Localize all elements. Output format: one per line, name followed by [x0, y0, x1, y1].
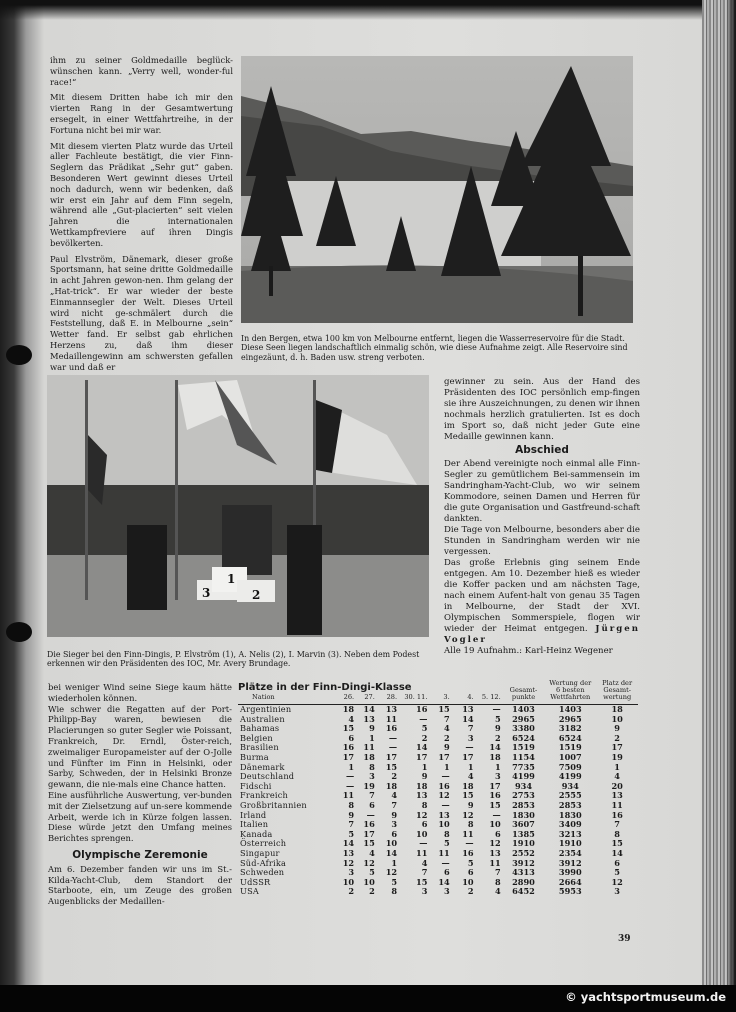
paragraph: Der Abend vereinigte noch einmal alle Finn-Segler zu gemütlichem Bei-sammensein im Sandringham-Yacht-Club, wo wir seinem Kommodore, seinen Damen und Herren für die gute Organisation und Gastfreund-schaft dankten.: [444, 459, 640, 524]
value-cell: 14: [385, 847, 398, 858]
value-cell: 5: [391, 876, 398, 887]
value-cell: 11: [438, 847, 450, 858]
value-cell: 15: [489, 799, 501, 810]
author-byline: Jürgen Vogler: [444, 624, 640, 645]
value-cell: 2354: [558, 847, 582, 858]
value-cell: 2853: [558, 799, 582, 810]
value-cell: 15: [416, 876, 428, 887]
value-cell: 9: [467, 799, 474, 810]
value-cell: 1910: [512, 838, 535, 849]
podium-first: 1: [227, 572, 236, 586]
footer-bar: [0, 985, 736, 1012]
results-table-body: [238, 705, 638, 897]
value-cell: 5: [421, 723, 428, 734]
value-cell: 3607: [512, 819, 535, 830]
podium-second: 2: [252, 588, 261, 602]
value-cell: —: [419, 713, 428, 724]
value-cell: 6: [369, 799, 375, 810]
left-column-top: [50, 55, 233, 377]
value-cell: 18: [489, 751, 501, 762]
value-cell: 3182: [558, 723, 582, 734]
value-cell: 2890: [512, 876, 535, 887]
value-cell: 15: [611, 838, 623, 849]
nation-cell: Burma: [240, 751, 269, 762]
value-cell: 934: [561, 780, 579, 791]
paragraph: Wie schwer die Regatten auf der Port-Philipp-Bay waren, bewiesen die Placierungen so guter Segler wie Poissant, Frankreich, Dr. Erndl, Öster-reich, zweimaliger Europameister auf der O-Jolle und Fünfter im Finn in Helsinki, oder Sarby, Schweden, der in Helsinki Bronze gewann, die nie-mals eine Chance hatten.: [48, 703, 232, 790]
value-cell: 14: [438, 876, 450, 887]
paragraph-text: Das große Erlebnis ging seinem Ende entgegen. Am 10. Dezember hieß es wieder die Koffer packen und am nächsten Tage, nach einem Aufent-halt von genau 35 Tagen in Melbourne, der Stadt der XVI. Olympischen Sommerspiele, flogen wir wieder der Heimat entgegen.: [444, 558, 640, 634]
value-cell: 19: [611, 751, 623, 762]
value-cell: 6: [348, 732, 355, 743]
value-cell: 12: [611, 876, 623, 887]
value-cell: 5: [495, 713, 501, 724]
value-cell: 18: [462, 780, 474, 791]
value-cell: 2: [369, 886, 375, 897]
nation-cell: Australien: [240, 713, 285, 724]
nation-cell: Dänemark: [240, 761, 285, 772]
value-cell: 18: [385, 780, 398, 791]
column-header: 4.: [452, 680, 476, 705]
value-cell: 1: [444, 761, 450, 772]
value-cell: —: [441, 857, 450, 868]
value-cell: 6: [495, 828, 501, 839]
value-cell: 1: [369, 732, 375, 743]
value-cell: 6: [467, 867, 474, 878]
value-cell: 17: [489, 780, 501, 791]
value-cell: 4: [495, 886, 501, 897]
value-cell: 8: [495, 876, 501, 887]
nation-cell: Frankreich: [240, 790, 288, 801]
value-cell: 4: [421, 857, 428, 868]
value-cell: 2: [348, 886, 355, 897]
value-cell: 3: [495, 771, 501, 782]
value-cell: 6: [444, 867, 450, 878]
value-cell: 17: [416, 751, 428, 762]
binding-hole: [6, 345, 32, 365]
value-cell: 1519: [558, 742, 582, 753]
value-cell: 5953: [558, 886, 582, 897]
value-cell: 2: [421, 732, 428, 743]
value-cell: 1: [614, 761, 620, 772]
value-cell: —: [345, 780, 355, 791]
value-cell: 12: [342, 857, 355, 868]
value-cell: 14: [462, 713, 474, 724]
value-cell: 15: [462, 790, 474, 801]
value-cell: 2965: [558, 713, 582, 724]
value-cell: 10: [611, 713, 623, 724]
value-cell: 9: [421, 771, 428, 782]
value-cell: 1007: [558, 751, 582, 762]
value-cell: 11: [416, 847, 428, 858]
value-cell: 3: [369, 771, 375, 782]
value-cell: —: [441, 771, 450, 782]
value-cell: 5: [444, 838, 450, 849]
value-cell: 13: [438, 809, 450, 820]
value-cell: 11: [462, 828, 474, 839]
value-cell: 16: [385, 723, 398, 734]
value-cell: 11: [385, 713, 398, 724]
paragraph: Mit diesem Dritten habe ich mir den vierten Rang in der Gesamtwertung ersegelt, in einer Wettfahrtreihe, in der Fortuna nicht bei mir war.: [50, 92, 233, 135]
value-cell: 7: [369, 790, 375, 801]
value-cell: 14: [416, 742, 428, 753]
value-cell: 3990: [558, 867, 582, 878]
value-cell: —: [366, 809, 375, 820]
value-cell: —: [345, 771, 355, 782]
photo-medal-ceremony: [47, 375, 429, 637]
value-cell: 2: [391, 771, 398, 782]
paragraph: Eine ausführliche Auswertung, ver-bunden mit der Zielsetzung auf un-sere kommende Arbeit, werde ich in Kürze folgen lassen. Diese würde jetzt den Umfang meines Berichtes sprengen.: [48, 789, 232, 844]
nation-cell: Bahamas: [240, 723, 280, 734]
value-cell: 3380: [512, 723, 535, 734]
value-cell: 17: [438, 751, 450, 762]
photo-lake-reservoir: [241, 56, 633, 323]
value-cell: 8: [467, 819, 474, 830]
value-cell: 14: [363, 704, 375, 714]
book-page-edges: [702, 0, 736, 985]
value-cell: 7509: [558, 761, 582, 772]
nation-cell: Schweden: [240, 867, 285, 878]
value-cell: 3: [421, 886, 428, 897]
photo-credit: Alle 19 Aufnahm.: Karl-Heinz Wegener: [444, 646, 613, 656]
value-cell: 3: [444, 886, 450, 897]
value-cell: 8: [421, 799, 428, 810]
results-table: [238, 680, 638, 897]
nation-cell: Irland: [240, 809, 267, 820]
value-cell: 3: [348, 867, 355, 878]
nation-cell: Großbritannien: [240, 799, 307, 810]
value-cell: 4199: [558, 771, 582, 782]
value-cell: 3: [467, 732, 474, 743]
value-cell: 13: [416, 790, 428, 801]
value-cell: 2965: [512, 713, 535, 724]
value-cell: 3912: [558, 857, 582, 868]
value-cell: 9: [348, 809, 355, 820]
value-cell: 17: [385, 751, 398, 762]
value-cell: 3213: [558, 828, 582, 839]
paragraph: Mit diesem vierten Platz wurde das Urteil aller Fachleute bestätigt, die vier Finn-Seglern das Prädikat „Sehr gut“ gaben. Besonderen Wert gewinnt dieses Urteil noch dadurch, wenn wir bedenken, daß wir erst ein Jahr auf dem Finn segeln, während alle „Gut-placierten“ seit vielen Jahren die internationalen Wettkampfreviere auf ihren Dingis bevölkerten.: [50, 140, 233, 248]
value-cell: 2753: [512, 790, 535, 801]
value-cell: 2: [614, 732, 620, 743]
value-cell: 16: [363, 819, 375, 830]
paragraph: gewinner zu sein. Aus der Hand des Präsidenten des IOC persönlich emp-fingen sie ihre Auszeichnungen, zu denen wir ihnen nochmals herzlich gratulierten. Ist es doch im Sport so, daß nicht jeder Gute eine Medaille gewinnen kann.: [444, 377, 640, 442]
value-cell: 5: [369, 867, 375, 878]
value-cell: 14: [342, 838, 355, 849]
nation-cell: UdSSR: [240, 876, 271, 887]
value-cell: 7735: [512, 761, 535, 772]
value-cell: 5: [348, 828, 355, 839]
nation-cell: Kanada: [240, 828, 273, 839]
column-header: 26.: [335, 680, 356, 705]
binding-hole: [6, 622, 32, 642]
value-cell: 1830: [512, 809, 535, 820]
value-cell: 5: [614, 867, 620, 878]
page-top-shadow: [0, 0, 736, 20]
column-header: Wertung der 6 besten Wettfahrten: [544, 680, 596, 705]
paragraph: Paul Elvström, Dänemark, dieser große Sportsmann, hat seine dritte Goldmedaille in acht Jahren gewon-nen. Ihm gelang der „Hat-trick“. Er war wieder der beste Einmannsegler der Welt. Dieses Urteil wird nicht ge-schmälert durch die Feststellung, daß E. in Melbourne „sein“ Wetter fand. Er selbst gab ehrlichen Herzens zu, daß ihm dieser Medaillengewinn am schwersten gefallen war und daß er: [50, 253, 233, 372]
value-cell: —: [388, 742, 398, 753]
column-header: Nation: [238, 680, 335, 705]
value-cell: 11: [342, 790, 355, 801]
value-cell: 13: [462, 704, 474, 714]
value-cell: 12: [489, 838, 501, 849]
value-cell: 1: [348, 761, 355, 772]
value-cell: 9: [369, 723, 375, 734]
value-cell: 10: [462, 876, 474, 887]
value-cell: 2664: [558, 876, 582, 887]
value-cell: 1403: [558, 704, 582, 714]
value-cell: 1: [391, 857, 398, 868]
value-cell: 4: [614, 771, 620, 782]
value-cell: 1910: [558, 838, 582, 849]
value-cell: 16: [611, 809, 623, 820]
value-cell: 11: [489, 857, 501, 868]
column-header: 28.: [377, 680, 399, 705]
value-cell: 1403: [512, 704, 535, 714]
nation-cell: Österreich: [240, 838, 287, 849]
value-cell: 16: [489, 790, 501, 801]
value-cell: 8: [391, 886, 398, 897]
section-heading-olympische-zeremonie: Olympische Zeremonie: [72, 848, 208, 861]
value-cell: 18: [342, 704, 355, 714]
value-cell: 6524: [512, 732, 535, 743]
value-cell: 18: [363, 751, 375, 762]
podium-third: 3: [202, 586, 211, 600]
nation-cell: Belgien: [240, 732, 273, 743]
table-header-row: [238, 680, 638, 705]
value-cell: 12: [438, 790, 450, 801]
paragraph: [444, 558, 640, 646]
value-cell: 15: [385, 761, 398, 772]
column-header: 5. 12.: [476, 680, 503, 705]
value-cell: —: [441, 799, 450, 810]
value-cell: 12: [462, 809, 474, 820]
value-cell: 3912: [512, 857, 535, 868]
value-cell: 1154: [512, 751, 535, 762]
value-cell: 3: [614, 886, 620, 897]
value-cell: 13: [489, 847, 501, 858]
value-cell: —: [419, 838, 428, 849]
value-cell: 12: [416, 809, 428, 820]
value-cell: 4: [444, 723, 450, 734]
value-cell: 3: [391, 819, 398, 830]
value-cell: 5: [467, 857, 474, 868]
value-cell: 2: [495, 732, 501, 743]
value-cell: 17: [462, 751, 474, 762]
value-cell: 7: [495, 867, 501, 878]
value-cell: 1830: [558, 809, 582, 820]
nation-cell: Argentinien: [240, 704, 292, 714]
value-cell: 4313: [512, 867, 535, 878]
value-cell: 9: [391, 809, 398, 820]
value-cell: 10: [489, 819, 501, 830]
value-cell: 14: [611, 847, 623, 858]
value-cell: 7: [391, 799, 398, 810]
value-cell: —: [465, 742, 474, 753]
value-cell: 6: [391, 828, 398, 839]
value-cell: 10: [438, 819, 450, 830]
value-cell: 15: [363, 838, 375, 849]
paragraph: bei weniger Wind seine Siege kaum hätte wiederholen können.: [48, 682, 232, 703]
value-cell: —: [492, 704, 501, 714]
value-cell: 2552: [512, 847, 535, 858]
photo-lake-caption: In den Bergen, etwa 100 km von Melbourne entfernt, liegen die Wasserreservoire für die Stadt. Diese Seen liegen landschaftlich einmalig schön, wie diese Aufnahme zeigt. Alle Reservoire sind eingezäunt, d. h. Baden usw. streng verboten.: [241, 334, 628, 362]
value-cell: 13: [363, 713, 375, 724]
value-cell: 19: [363, 780, 375, 791]
value-cell: 17: [342, 751, 355, 762]
table-title: Plätze in der Finn-Dingi-Klasse: [238, 682, 412, 693]
value-cell: 7: [421, 867, 428, 878]
value-cell: 2853: [512, 799, 535, 810]
value-cell: 8: [348, 799, 355, 810]
value-cell: 4: [467, 771, 474, 782]
value-cell: 7: [444, 713, 450, 724]
value-cell: 2: [467, 886, 474, 897]
section-heading-abschied: Abschied: [515, 444, 569, 456]
value-cell: 1: [421, 761, 428, 772]
value-cell: —: [465, 838, 474, 849]
value-cell: 8: [369, 761, 375, 772]
value-cell: 18: [611, 704, 623, 714]
lake-landscape-image: [241, 56, 633, 323]
value-cell: 1: [467, 761, 474, 772]
ceremony-image: [47, 375, 429, 637]
value-cell: 11: [363, 742, 375, 753]
nation-cell: Süd-Afrika: [240, 857, 287, 868]
value-cell: 4: [348, 713, 355, 724]
value-cell: 9: [614, 723, 620, 734]
value-cell: 14: [489, 742, 501, 753]
value-cell: 4199: [512, 771, 535, 782]
value-cell: —: [388, 732, 398, 743]
value-cell: —: [492, 809, 501, 820]
value-cell: 15: [342, 723, 355, 734]
nation-cell: Deutschland: [240, 771, 295, 782]
value-cell: 2: [444, 732, 450, 743]
value-cell: 6452: [512, 886, 535, 897]
value-cell: 8: [444, 828, 450, 839]
value-cell: 7: [614, 819, 620, 830]
left-column-bottom: [48, 682, 232, 907]
table-row: [238, 887, 638, 897]
nation-cell: Singapur: [240, 847, 280, 858]
value-cell: 10: [416, 828, 428, 839]
value-cell: 1: [495, 761, 501, 772]
value-cell: 6524: [558, 732, 582, 743]
value-cell: 9: [495, 723, 501, 734]
value-cell: 7: [348, 819, 355, 830]
value-cell: 1385: [512, 828, 535, 839]
value-cell: 6: [421, 819, 428, 830]
value-cell: 15: [438, 704, 450, 714]
page-number: 39: [618, 934, 631, 944]
value-cell: 18: [416, 780, 428, 791]
value-cell: 17: [611, 742, 623, 753]
value-cell: 11: [611, 799, 623, 810]
paragraph: Am 6. Dezember fanden wir uns im St.-Kilda-Yacht-Club, dem Standort der Starboote, ein, um Zeuge des großen Augenblicks der Medaillen-: [48, 863, 232, 907]
value-cell: 10: [363, 876, 375, 887]
paragraph: ihm zu seiner Goldmedaille beglück-wünschen kann. „Verry well, wonder-ful race!“: [50, 55, 233, 87]
paragraph: Die Tage von Melbourne, besonders aber die Stunden in Sandringham werden wir nie vergessen.: [444, 525, 640, 557]
value-cell: 7: [467, 723, 474, 734]
value-cell: 17: [363, 828, 375, 839]
value-cell: 20: [611, 780, 623, 791]
value-cell: 16: [342, 742, 355, 753]
value-cell: 13: [342, 847, 355, 858]
value-cell: 16: [462, 847, 474, 858]
nation-cell: Fidschi: [240, 780, 272, 791]
right-column: [444, 377, 640, 662]
column-header: Platz der Gesamt-wertung: [596, 680, 638, 705]
value-cell: 16: [416, 704, 428, 714]
value-cell: 16: [438, 780, 450, 791]
value-cell: 6: [614, 857, 620, 868]
column-header: Gesamt-punkte: [503, 680, 545, 705]
column-header: 3.: [429, 680, 451, 705]
nation-cell: Brasilien: [240, 742, 279, 753]
value-cell: 934: [514, 780, 533, 791]
value-cell: 1519: [512, 742, 535, 753]
column-header: 30. 11.: [399, 680, 429, 705]
value-cell: 4: [391, 790, 398, 801]
column-header: 27.: [356, 680, 377, 705]
value-cell: 4: [369, 847, 375, 858]
photo-ceremony-caption: Die Sieger bei den Finn-Dingis, P. Elvström (1), A. Nelis (2), I. Marvin (3). Neben dem Podest erkennen wir den Präsidenten des IOC, Mr. Avery Brundage.: [47, 650, 420, 669]
nation-cell: Italien: [240, 819, 269, 830]
value-cell: 13: [385, 704, 398, 714]
value-cell: 3409: [558, 819, 582, 830]
value-cell: 2555: [558, 790, 582, 801]
value-cell: 10: [385, 838, 398, 849]
copyright-notice: © yachtsportmuseum.de: [565, 990, 726, 1004]
value-cell: 12: [385, 867, 398, 878]
value-cell: 12: [363, 857, 375, 868]
value-cell: 13: [611, 790, 623, 801]
value-cell: 8: [614, 828, 620, 839]
value-cell: 10: [342, 876, 355, 887]
value-cell: 9: [444, 742, 450, 753]
nation-cell: USA: [240, 886, 260, 897]
